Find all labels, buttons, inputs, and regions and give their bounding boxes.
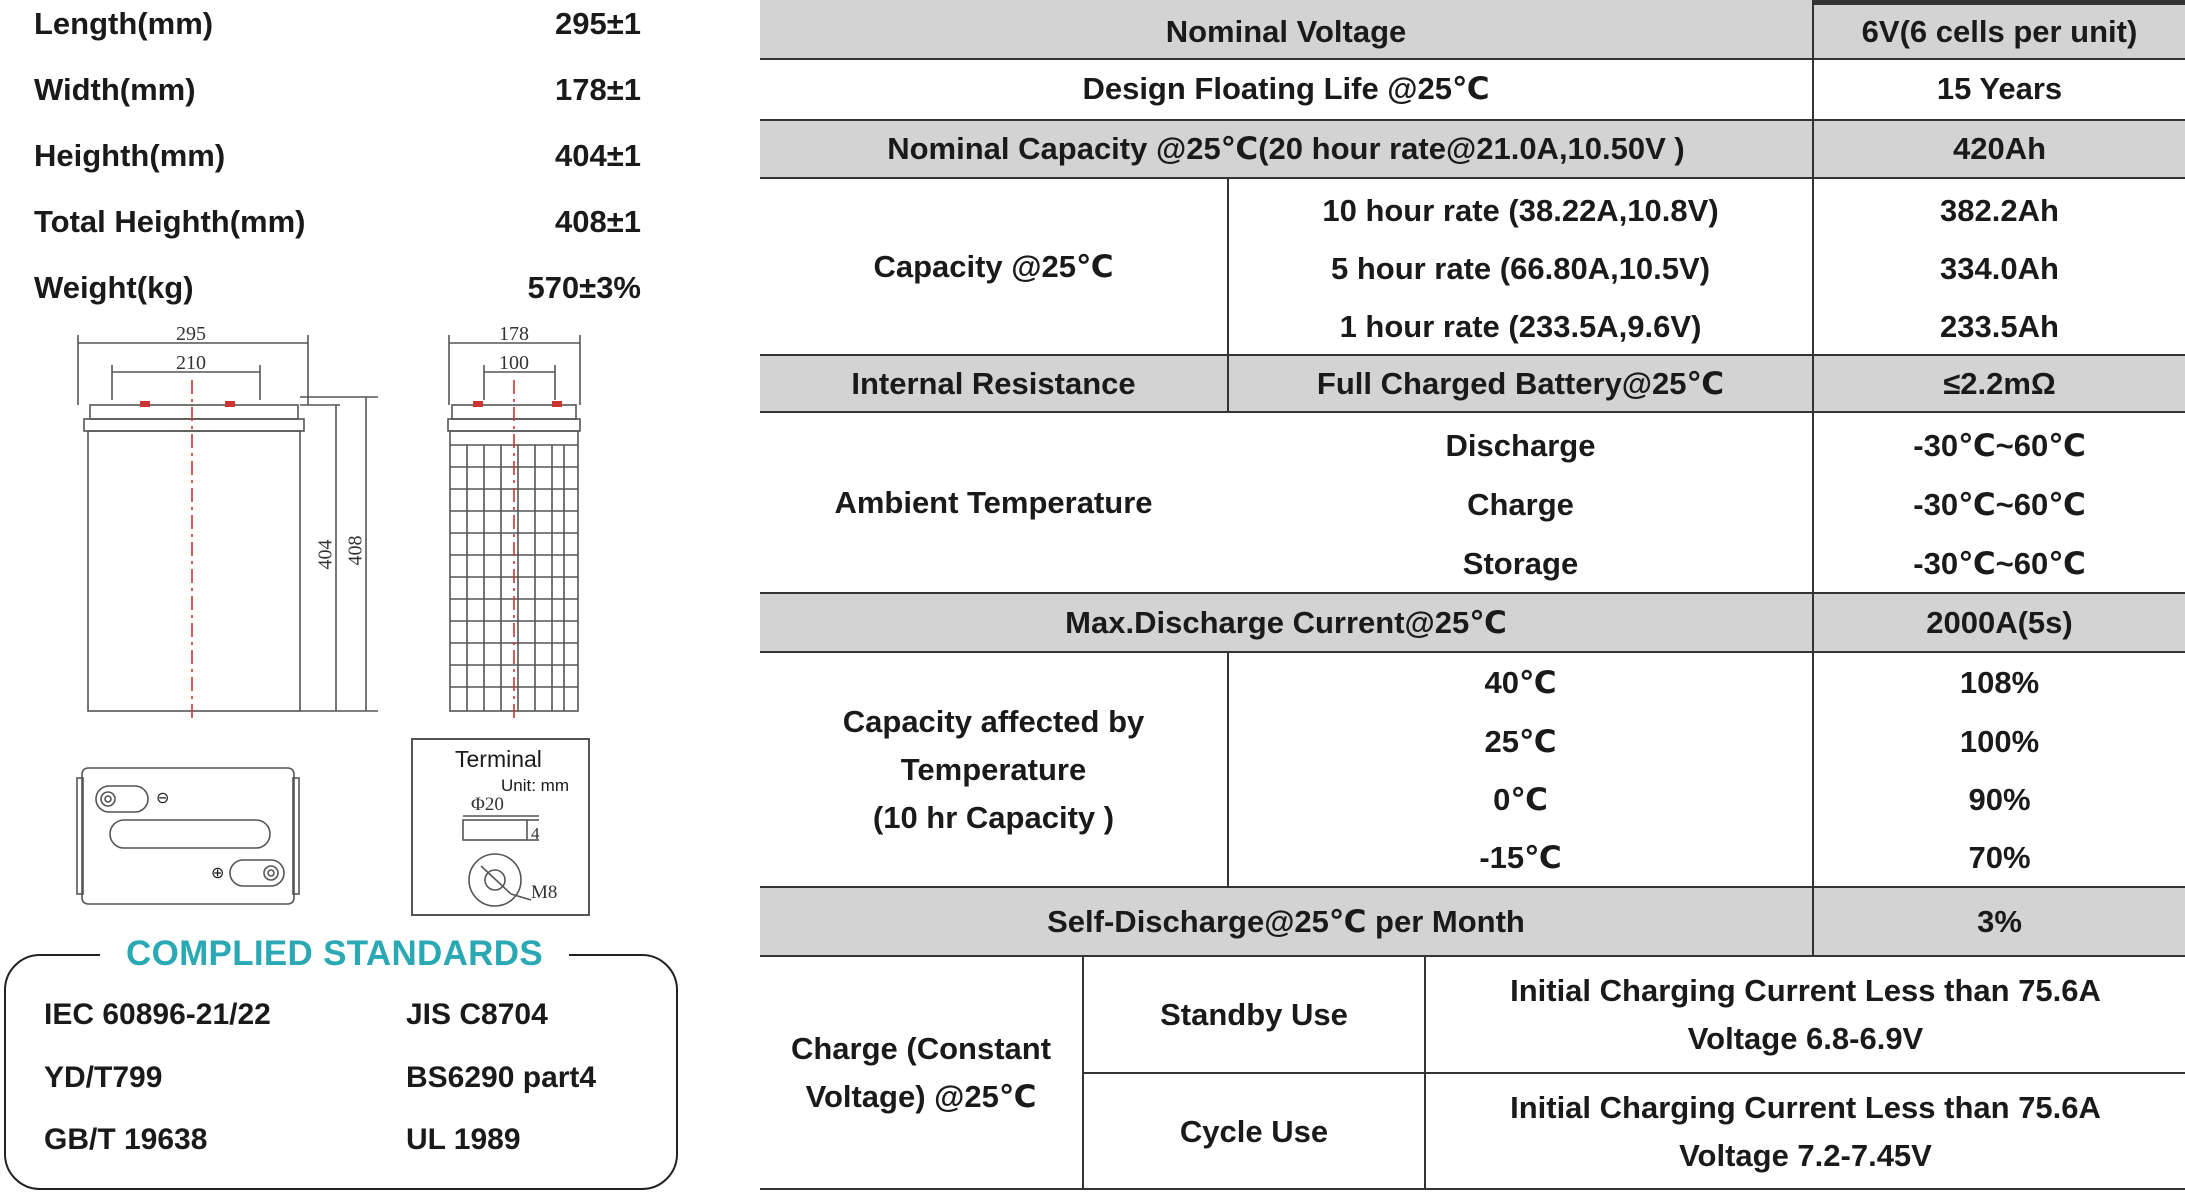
standard-item: JIS C8704: [406, 998, 548, 1031]
cycle-use-voltage: Voltage 7.2-7.45V: [1679, 1138, 1932, 1173]
dimension-value: 570±3%: [527, 270, 641, 305]
capacity-rate: 1 hour rate (233.5A,9.6V): [1339, 308, 1702, 344]
dimension-value: 178±1: [555, 72, 641, 107]
ambient-temperature-mode: Charge: [1467, 486, 1574, 522]
standard-item: BS6290 part4: [406, 1061, 597, 1094]
terminal-detail-svg: [413, 740, 588, 915]
nominal-capacity-value: 420Ah: [1952, 131, 2047, 167]
cycle-use-spec: [1426, 1074, 2185, 1190]
capacity-value: 334.0Ah: [1940, 250, 2059, 286]
terminal-height-label: 4: [531, 824, 540, 843]
charge-label-line: Charge (Constant: [790, 1030, 1052, 1066]
floating-life-value: 15 Years: [1936, 71, 2063, 107]
standards-title: COMPLIED STANDARDS: [100, 934, 569, 974]
standard-item: IEC 60896-21/22: [44, 998, 271, 1031]
terminal-bolt-label: M8: [531, 882, 558, 903]
front-height-label: 404: [314, 539, 337, 570]
temp-capacity-label-line: Temperature: [900, 751, 1087, 787]
complied-standards-box: [4, 934, 678, 1190]
side-terminal-span-label: 100: [499, 352, 529, 374]
dimension-label: Width(mm): [34, 72, 196, 107]
battery-top-view-drawing: [72, 762, 312, 912]
cycle-use-label: Cycle Use: [1179, 1113, 1329, 1149]
battery-side-view-drawing: [440, 325, 600, 725]
battery-side-view-svg: [440, 325, 600, 725]
dimension-row-height: [34, 132, 641, 182]
floating-life-label: Design Floating Life @25℃: [1082, 71, 1490, 107]
dimension-row-width: [34, 66, 641, 116]
standby-use-voltage: Voltage 6.8-6.9V: [1687, 1021, 1924, 1056]
self-discharge-label: Self-Discharge@25℃ per Month: [1047, 903, 1525, 939]
terminal-title: Terminal: [455, 746, 542, 772]
ambient-temperature-value: -30℃~60℃: [1913, 486, 2086, 522]
positive-terminal-symbol: ⊕: [211, 865, 225, 882]
dimension-value: 404±1: [555, 138, 641, 173]
temp-capacity-value: 108%: [1959, 664, 2040, 700]
charge-label-line: Voltage) @25℃: [805, 1079, 1037, 1114]
ambient-temperature-mode: Discharge: [1445, 427, 1596, 463]
temp-capacity-value: 70%: [1968, 839, 2031, 875]
dimension-row-total-height: [34, 198, 641, 248]
battery-top-view-svg: [72, 762, 312, 912]
temp-capacity-temp: -15℃: [1479, 839, 1562, 875]
ambient-temperature-mode: Storage: [1462, 545, 1579, 581]
self-discharge-value: 3%: [1977, 903, 2022, 939]
temp-capacity-label: [760, 653, 1227, 887]
capacity-label: Capacity @25℃: [873, 248, 1114, 284]
front-terminal-span-label: 210: [176, 352, 206, 374]
battery-front-view-svg: [60, 325, 390, 725]
temp-capacity-label-line: Capacity affected by: [842, 703, 1145, 739]
nominal-voltage-label: Nominal Voltage: [1165, 13, 1407, 49]
specification-table: [760, 0, 2185, 1193]
standard-item: GB/T 19638: [44, 1123, 208, 1156]
dimension-label: Total Heighth(mm): [34, 204, 306, 239]
standby-use-current: Initial Charging Current Less than 75.6A: [1510, 972, 2101, 1008]
dimension-label: Heighth(mm): [34, 138, 226, 173]
temp-capacity-temp: 40℃: [1484, 664, 1557, 700]
temp-capacity-label-line: (10 hr Capacity ): [872, 800, 1115, 836]
capacity-rate: 10 hour rate (38.22A,10.8V): [1322, 192, 1719, 228]
temp-capacity-value: 90%: [1968, 781, 2031, 817]
max-discharge-value: 2000A(5s): [1926, 604, 2073, 640]
ambient-temperature-value: -30℃~60℃: [1913, 545, 2086, 581]
front-length-label: 295: [176, 323, 206, 345]
charge-label: [760, 957, 1082, 1189]
terminal-unit-label: Unit: mm: [501, 776, 569, 795]
terminal-diameter-label: Φ20: [471, 794, 504, 815]
terminal-detail-box: [411, 738, 590, 916]
nominal-voltage-value: 6V(6 cells per unit): [1861, 13, 2138, 49]
temp-capacity-value: 100%: [1959, 723, 2040, 759]
dimension-row-weight: [34, 264, 641, 314]
max-discharge-label: Max.Discharge Current@25℃: [1065, 604, 1507, 640]
temp-capacity-temp: 0℃: [1493, 781, 1548, 817]
dimension-value: 295±1: [555, 6, 641, 41]
dimension-value: 408±1: [555, 204, 641, 239]
standby-use-label: Standby Use: [1160, 996, 1348, 1032]
nominal-capacity-label: Nominal Capacity @25℃(20 hour rate@21.0A,10.50V ): [887, 131, 1685, 167]
ambient-temperature-label: Ambient Temperature: [834, 484, 1153, 520]
negative-terminal-symbol: ⊖: [156, 790, 170, 807]
dimension-label: Weight(kg): [34, 270, 194, 305]
cycle-use-current: Initial Charging Current Less than 75.6A: [1510, 1089, 2101, 1125]
capacity-rate: 5 hour rate (66.80A,10.5V): [1330, 250, 1711, 286]
internal-resistance-condition: Full Charged Battery@25℃: [1316, 365, 1725, 401]
capacity-value: 233.5Ah: [1940, 308, 2059, 344]
battery-front-view-drawing: [60, 325, 390, 725]
internal-resistance-value: ≤2.2mΩ: [1943, 365, 2056, 401]
side-width-label: 178: [499, 323, 529, 345]
internal-resistance-label: Internal Resistance: [851, 365, 1136, 401]
dimension-label: Length(mm): [34, 6, 214, 41]
capacity-value: 382.2Ah: [1940, 192, 2059, 228]
standard-item: UL 1989: [406, 1123, 521, 1156]
dimension-row-length: [34, 0, 641, 50]
ambient-temperature-value: -30℃~60℃: [1913, 427, 2086, 463]
front-total-height-label: 408: [344, 535, 367, 566]
standard-item: YD/T799: [44, 1061, 163, 1094]
temp-capacity-temp: 25℃: [1484, 723, 1557, 759]
standby-use-spec: [1426, 957, 2185, 1073]
